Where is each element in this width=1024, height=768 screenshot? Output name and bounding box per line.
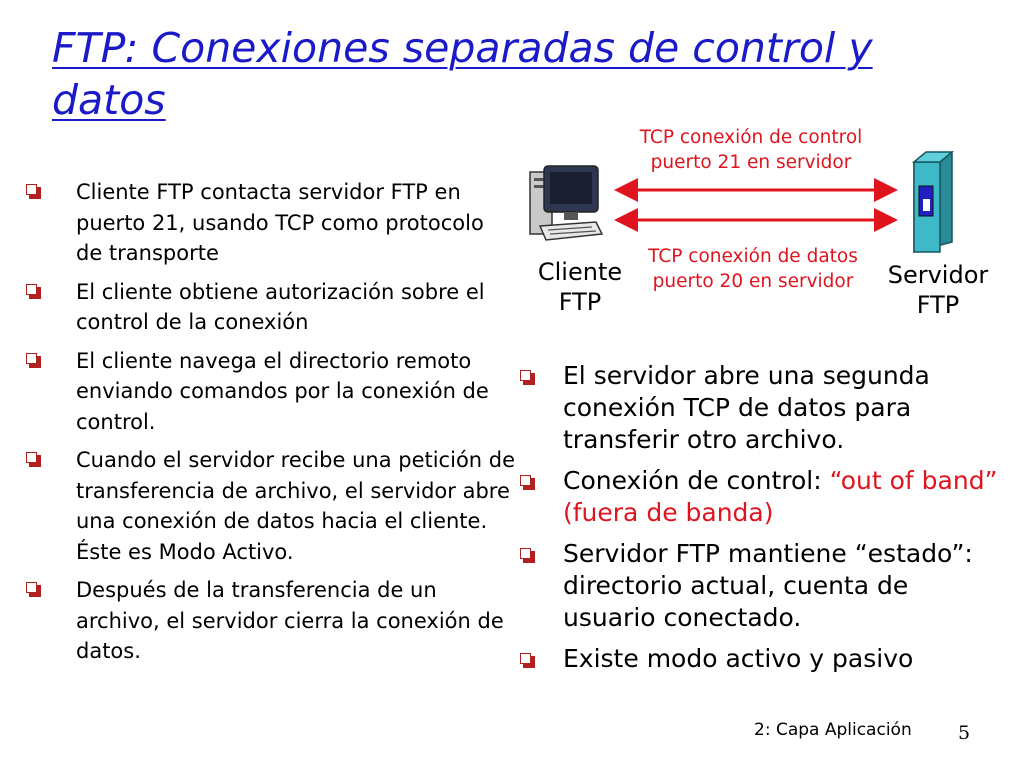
list-item <box>26 177 516 269</box>
server-label <box>868 260 1008 320</box>
bullet-icon <box>520 370 535 385</box>
list-item <box>520 538 1000 634</box>
list-item <box>520 465 1000 529</box>
bullet-text: Existe modo activo y pasivo <box>563 644 914 673</box>
control-label-line-1: TCP conexión de control <box>639 127 863 148</box>
bullet-text: El servidor abre una segunda conexión TCP de datos para transferir otro archivo. <box>563 361 930 454</box>
list-item <box>26 346 516 438</box>
server-label-line-2: FTP <box>916 291 960 319</box>
list-item <box>520 643 1000 675</box>
bullet-icon <box>520 548 535 563</box>
bullet-icon <box>26 184 41 199</box>
bullet-text: Servidor FTP mantiene “estado”: directorio actual, cuenta de usuario conectado. <box>563 539 973 632</box>
bullet-text: El cliente navega el directorio remoto enviando comandos por la conexión de control. <box>76 348 489 434</box>
bullet-text: Después de la transferencia de un archivo, el servidor cierra la conexión de datos. <box>76 578 504 663</box>
bullet-text-prefix: Conexión de control: <box>563 466 830 495</box>
bullet-text: Cuando el servidor recibe una petición de transferencia de archivo, el servidor abre una conexión de datos hacia el cliente. Éste es Modo Activo. <box>76 448 516 564</box>
control-connection-label <box>596 125 906 175</box>
bullet-icon <box>26 452 41 467</box>
bullet-icon <box>520 653 535 668</box>
list-item <box>26 277 516 338</box>
bullet-icon <box>26 284 41 299</box>
bullet-text: El cliente obtiene autorización sobre el control de la conexión <box>76 279 485 334</box>
client-label <box>520 257 640 317</box>
client-label-line-2: FTP <box>558 288 602 316</box>
data-label-line-2: puerto 20 en servidor <box>652 271 854 292</box>
bullet-icon <box>520 475 535 490</box>
data-connection-label <box>598 244 908 294</box>
bullet-text: Cliente FTP contacta servidor FTP en puerto 21, usando TCP como protocolo de transporte <box>76 180 484 265</box>
server-icon <box>902 148 962 256</box>
footer-chapter: 2: Capa Aplicación <box>754 720 912 740</box>
client-label-line-1: Cliente <box>537 258 623 286</box>
out-of-band-highlight: “out of band” (fuera de banda) <box>563 466 998 527</box>
computer-icon <box>526 160 604 248</box>
list-item <box>26 575 516 667</box>
bullet-icon <box>26 582 41 597</box>
list-item <box>26 445 516 567</box>
right-bullet-list <box>520 360 1000 684</box>
list-item <box>520 360 1000 456</box>
control-label-line-2: puerto 21 en servidor <box>650 152 852 173</box>
bullet-icon <box>26 353 41 368</box>
slide-title: FTP: Conexiones separadas de control y datos <box>52 24 873 124</box>
connection-arrows <box>605 175 905 235</box>
server-label-line-1: Servidor <box>887 261 989 289</box>
page-number: 5 <box>958 722 971 744</box>
data-label-line-1: TCP conexión de datos <box>648 246 858 267</box>
left-bullet-list <box>26 177 516 675</box>
